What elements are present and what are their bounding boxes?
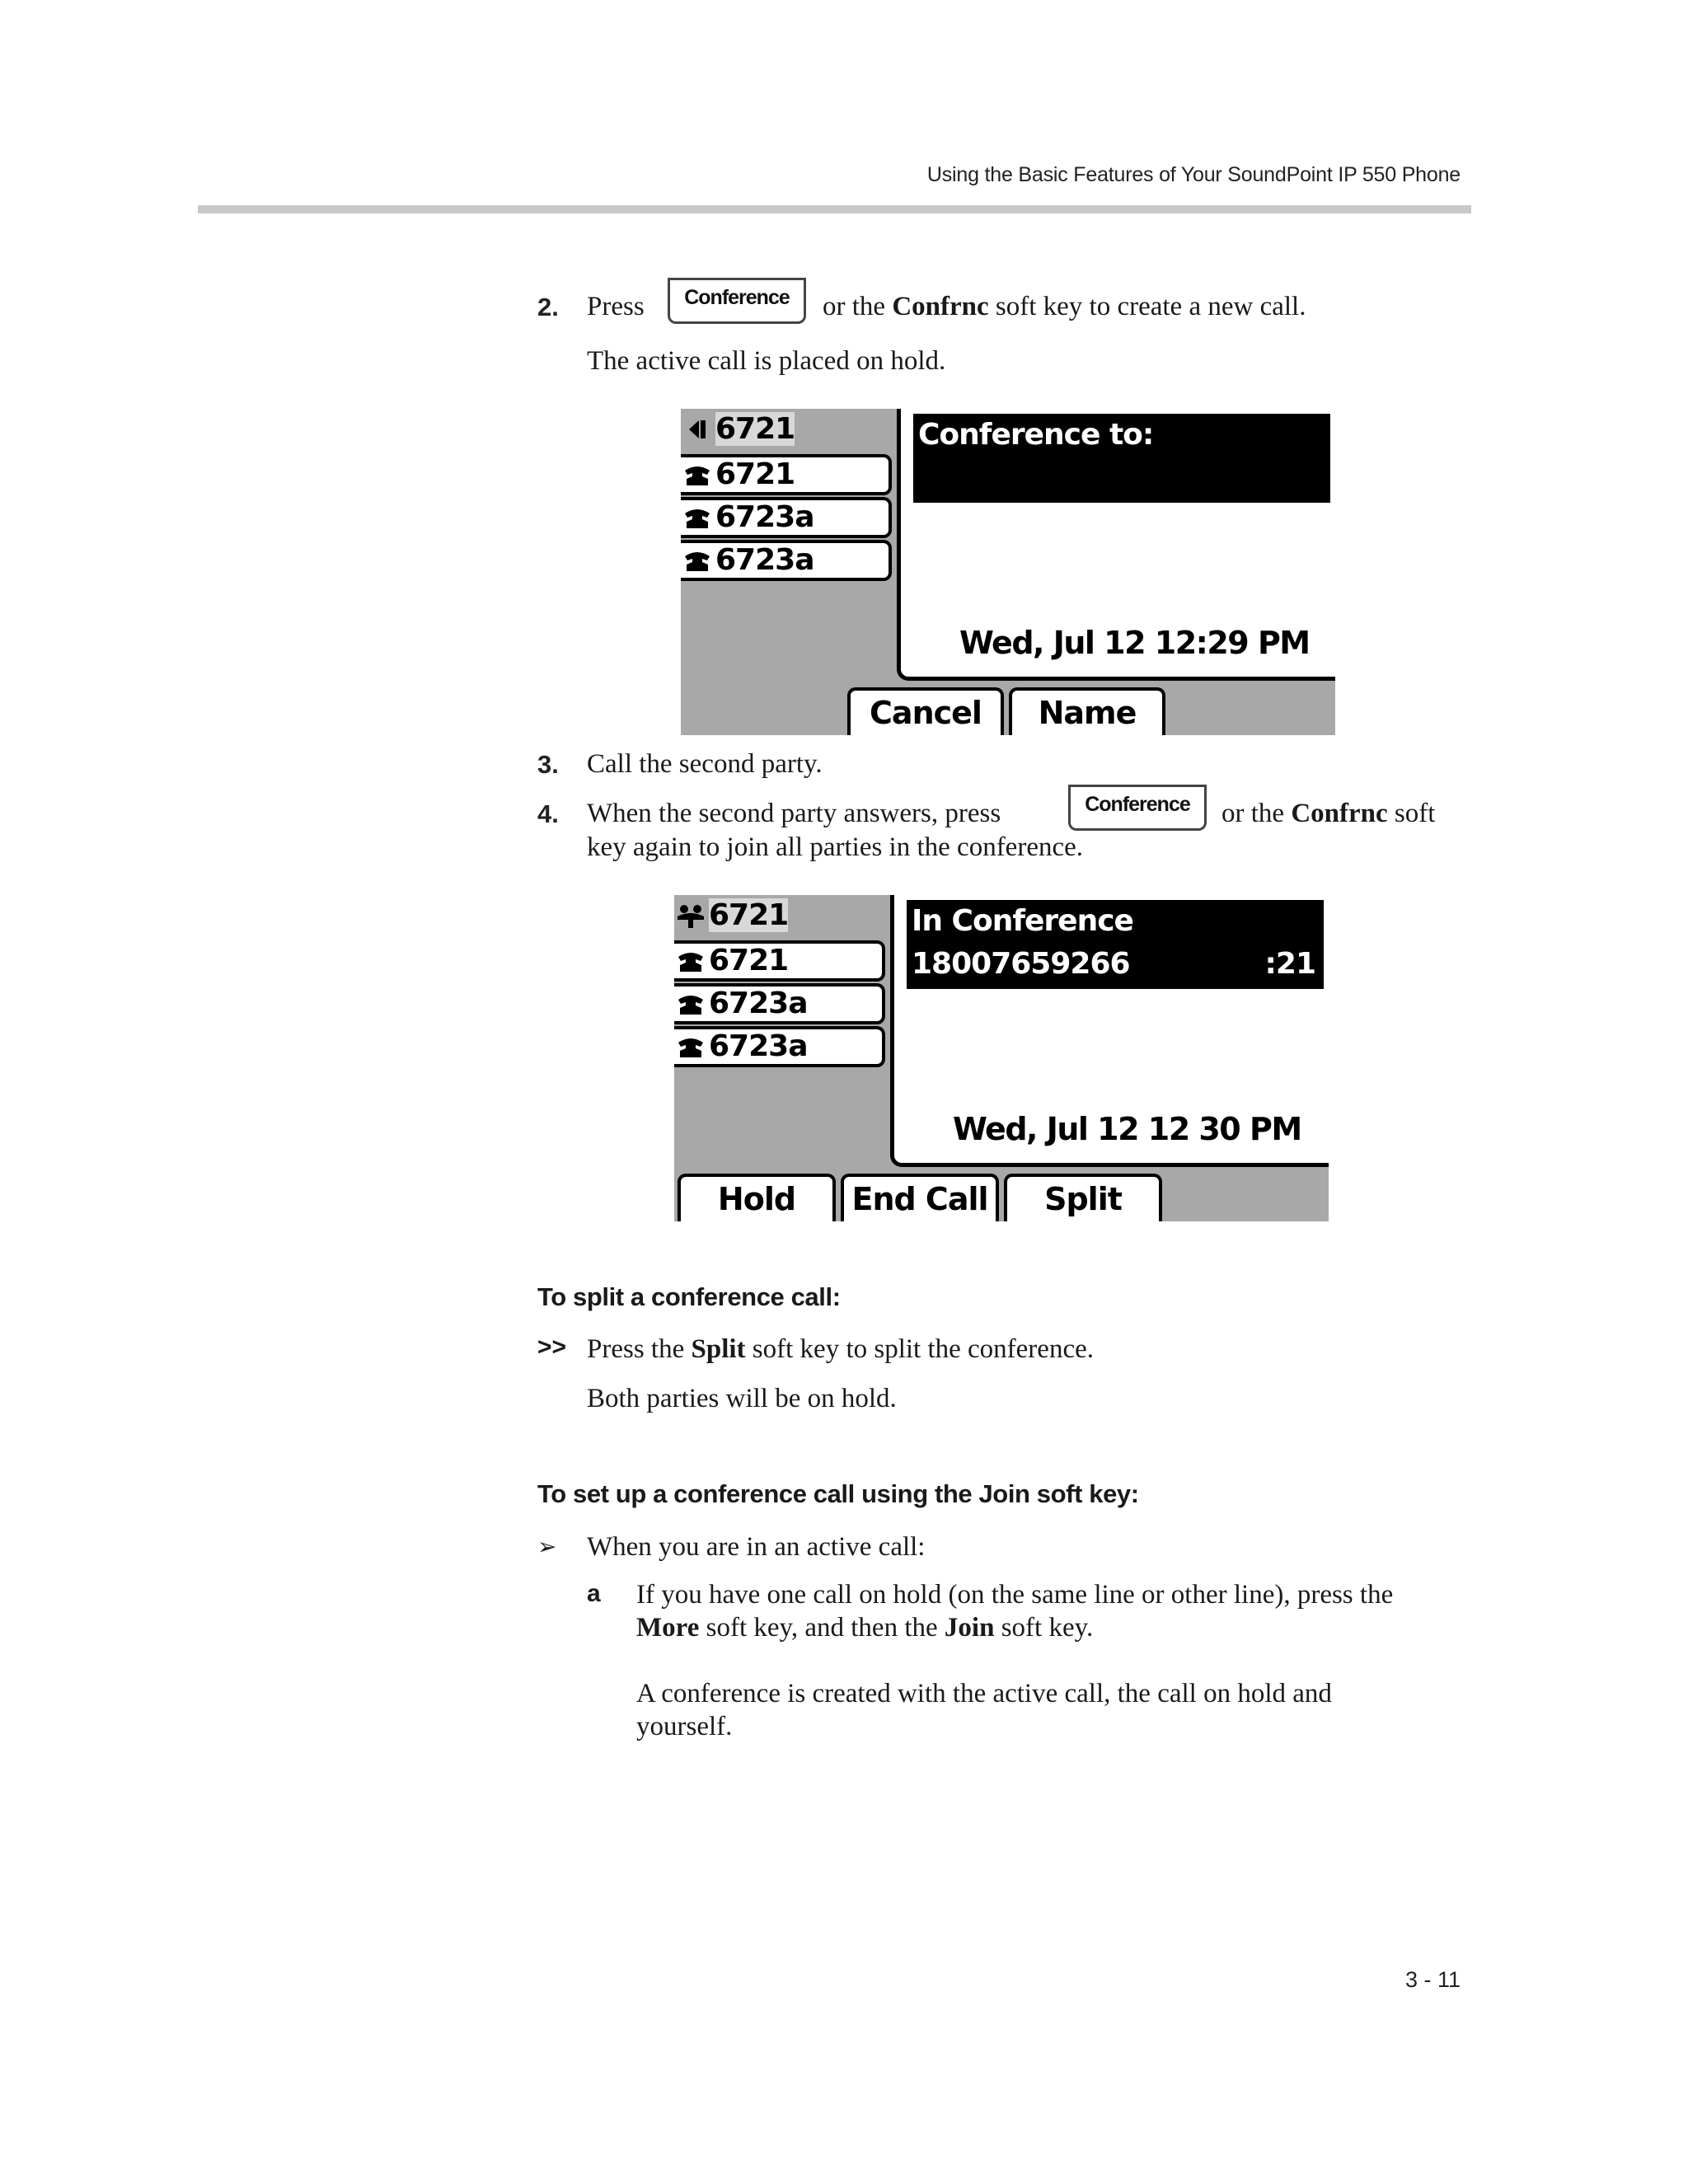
phone-handset-icon bbox=[676, 990, 706, 1018]
line-key-active: 6721 bbox=[674, 898, 889, 940]
status-title: Conference to: bbox=[918, 418, 1154, 452]
sub-step-text: More soft key, and then the Join soft key. bbox=[636, 1613, 1094, 1643]
softkey-name: More bbox=[636, 1613, 700, 1643]
running-head: Using the Basic Features of Your SoundPoint IP 550 Phone bbox=[926, 163, 1461, 186]
line-key: 6721 bbox=[681, 454, 892, 495]
page-number: 3 - 11 bbox=[1404, 1967, 1461, 1992]
step-note: The active call is placed on hold. bbox=[587, 346, 946, 376]
status-bar bbox=[913, 414, 1330, 503]
phone-handset-icon bbox=[682, 461, 712, 489]
softkey-cancel[interactable]: Cancel bbox=[847, 687, 1004, 735]
arrow-bullet-icon: ➢ bbox=[537, 1533, 557, 1560]
step-text: Press bbox=[587, 292, 645, 321]
conference-key-label: Conference bbox=[684, 286, 790, 309]
step-number: 4. bbox=[537, 799, 559, 828]
softkey-name[interactable]: Name bbox=[1009, 687, 1165, 735]
procedure-heading: To split a conference call: bbox=[537, 1282, 841, 1311]
softkey-hold[interactable]: Hold bbox=[678, 1174, 836, 1221]
softkey-name: Confrnc bbox=[892, 292, 989, 321]
step-text: When the second party answers, press bbox=[587, 799, 1001, 828]
conference-icon bbox=[676, 902, 706, 930]
softkey-name: Split bbox=[691, 1334, 746, 1364]
procedure-heading: To set up a conference call using the Join soft key: bbox=[537, 1479, 1139, 1508]
bullet-text: When you are in an active call: bbox=[587, 1532, 926, 1562]
line-key: 6723a bbox=[674, 983, 885, 1024]
phone-screen-in-conference bbox=[674, 895, 1329, 1221]
line-key: 6723a bbox=[681, 497, 892, 538]
step-number: 2. bbox=[537, 293, 559, 321]
step-text: Call the second party. bbox=[587, 749, 823, 779]
phone-screen-conference-to bbox=[681, 409, 1335, 735]
sub-step-text: If you have one call on hold (on the same line or other line), press the bbox=[636, 1580, 1394, 1610]
header-rule bbox=[198, 205, 1471, 213]
call-timer: :21 bbox=[1264, 947, 1315, 981]
step-text: or the Confrnc soft key to create a new call. bbox=[823, 292, 1306, 321]
softkey-name: Join bbox=[944, 1613, 995, 1643]
status-bar bbox=[907, 900, 1324, 989]
step-text: or the Confrnc soft bbox=[1221, 799, 1436, 828]
date-time: Wed, Jul 12 12 30 PM bbox=[953, 1111, 1301, 1147]
status-title: In Conference bbox=[912, 904, 1133, 938]
speaker-arrow-icon bbox=[682, 415, 712, 443]
conference-key-label: Conference bbox=[1085, 793, 1190, 816]
date-time: Wed, Jul 12 12:29 PM bbox=[959, 625, 1310, 661]
conference-hard-key bbox=[1068, 785, 1207, 831]
step-number: 3. bbox=[537, 750, 559, 779]
softkey-name: Confrnc bbox=[1291, 799, 1388, 828]
sub-step-marker: a bbox=[587, 1580, 601, 1607]
line-key-active: 6721 bbox=[681, 412, 895, 453]
phone-handset-icon bbox=[682, 504, 712, 532]
result-text: yourself. bbox=[636, 1712, 733, 1741]
phone-handset-icon bbox=[676, 1033, 706, 1061]
result-text: A conference is created with the active call, the call on hold and bbox=[636, 1679, 1332, 1708]
step-marker: >> bbox=[537, 1333, 567, 1361]
line-key: 6723a bbox=[674, 1026, 885, 1067]
call-info-row bbox=[912, 943, 1324, 986]
step-text: key again to join all parties in the conference. bbox=[587, 832, 1084, 862]
phone-handset-icon bbox=[682, 546, 712, 574]
step-note: Both parties will be on hold. bbox=[587, 1384, 897, 1413]
conference-hard-key bbox=[668, 278, 806, 324]
line-key: 6721 bbox=[674, 940, 885, 982]
phone-handset-icon bbox=[676, 947, 706, 975]
caller-number: 18007659266 bbox=[912, 947, 1130, 981]
line-key: 6723a bbox=[681, 540, 892, 581]
step-text: Press the Split soft key to split the conference. bbox=[587, 1334, 1094, 1364]
softkey-end-call[interactable]: End Call bbox=[841, 1174, 999, 1221]
softkey-split[interactable]: Split bbox=[1004, 1174, 1162, 1221]
